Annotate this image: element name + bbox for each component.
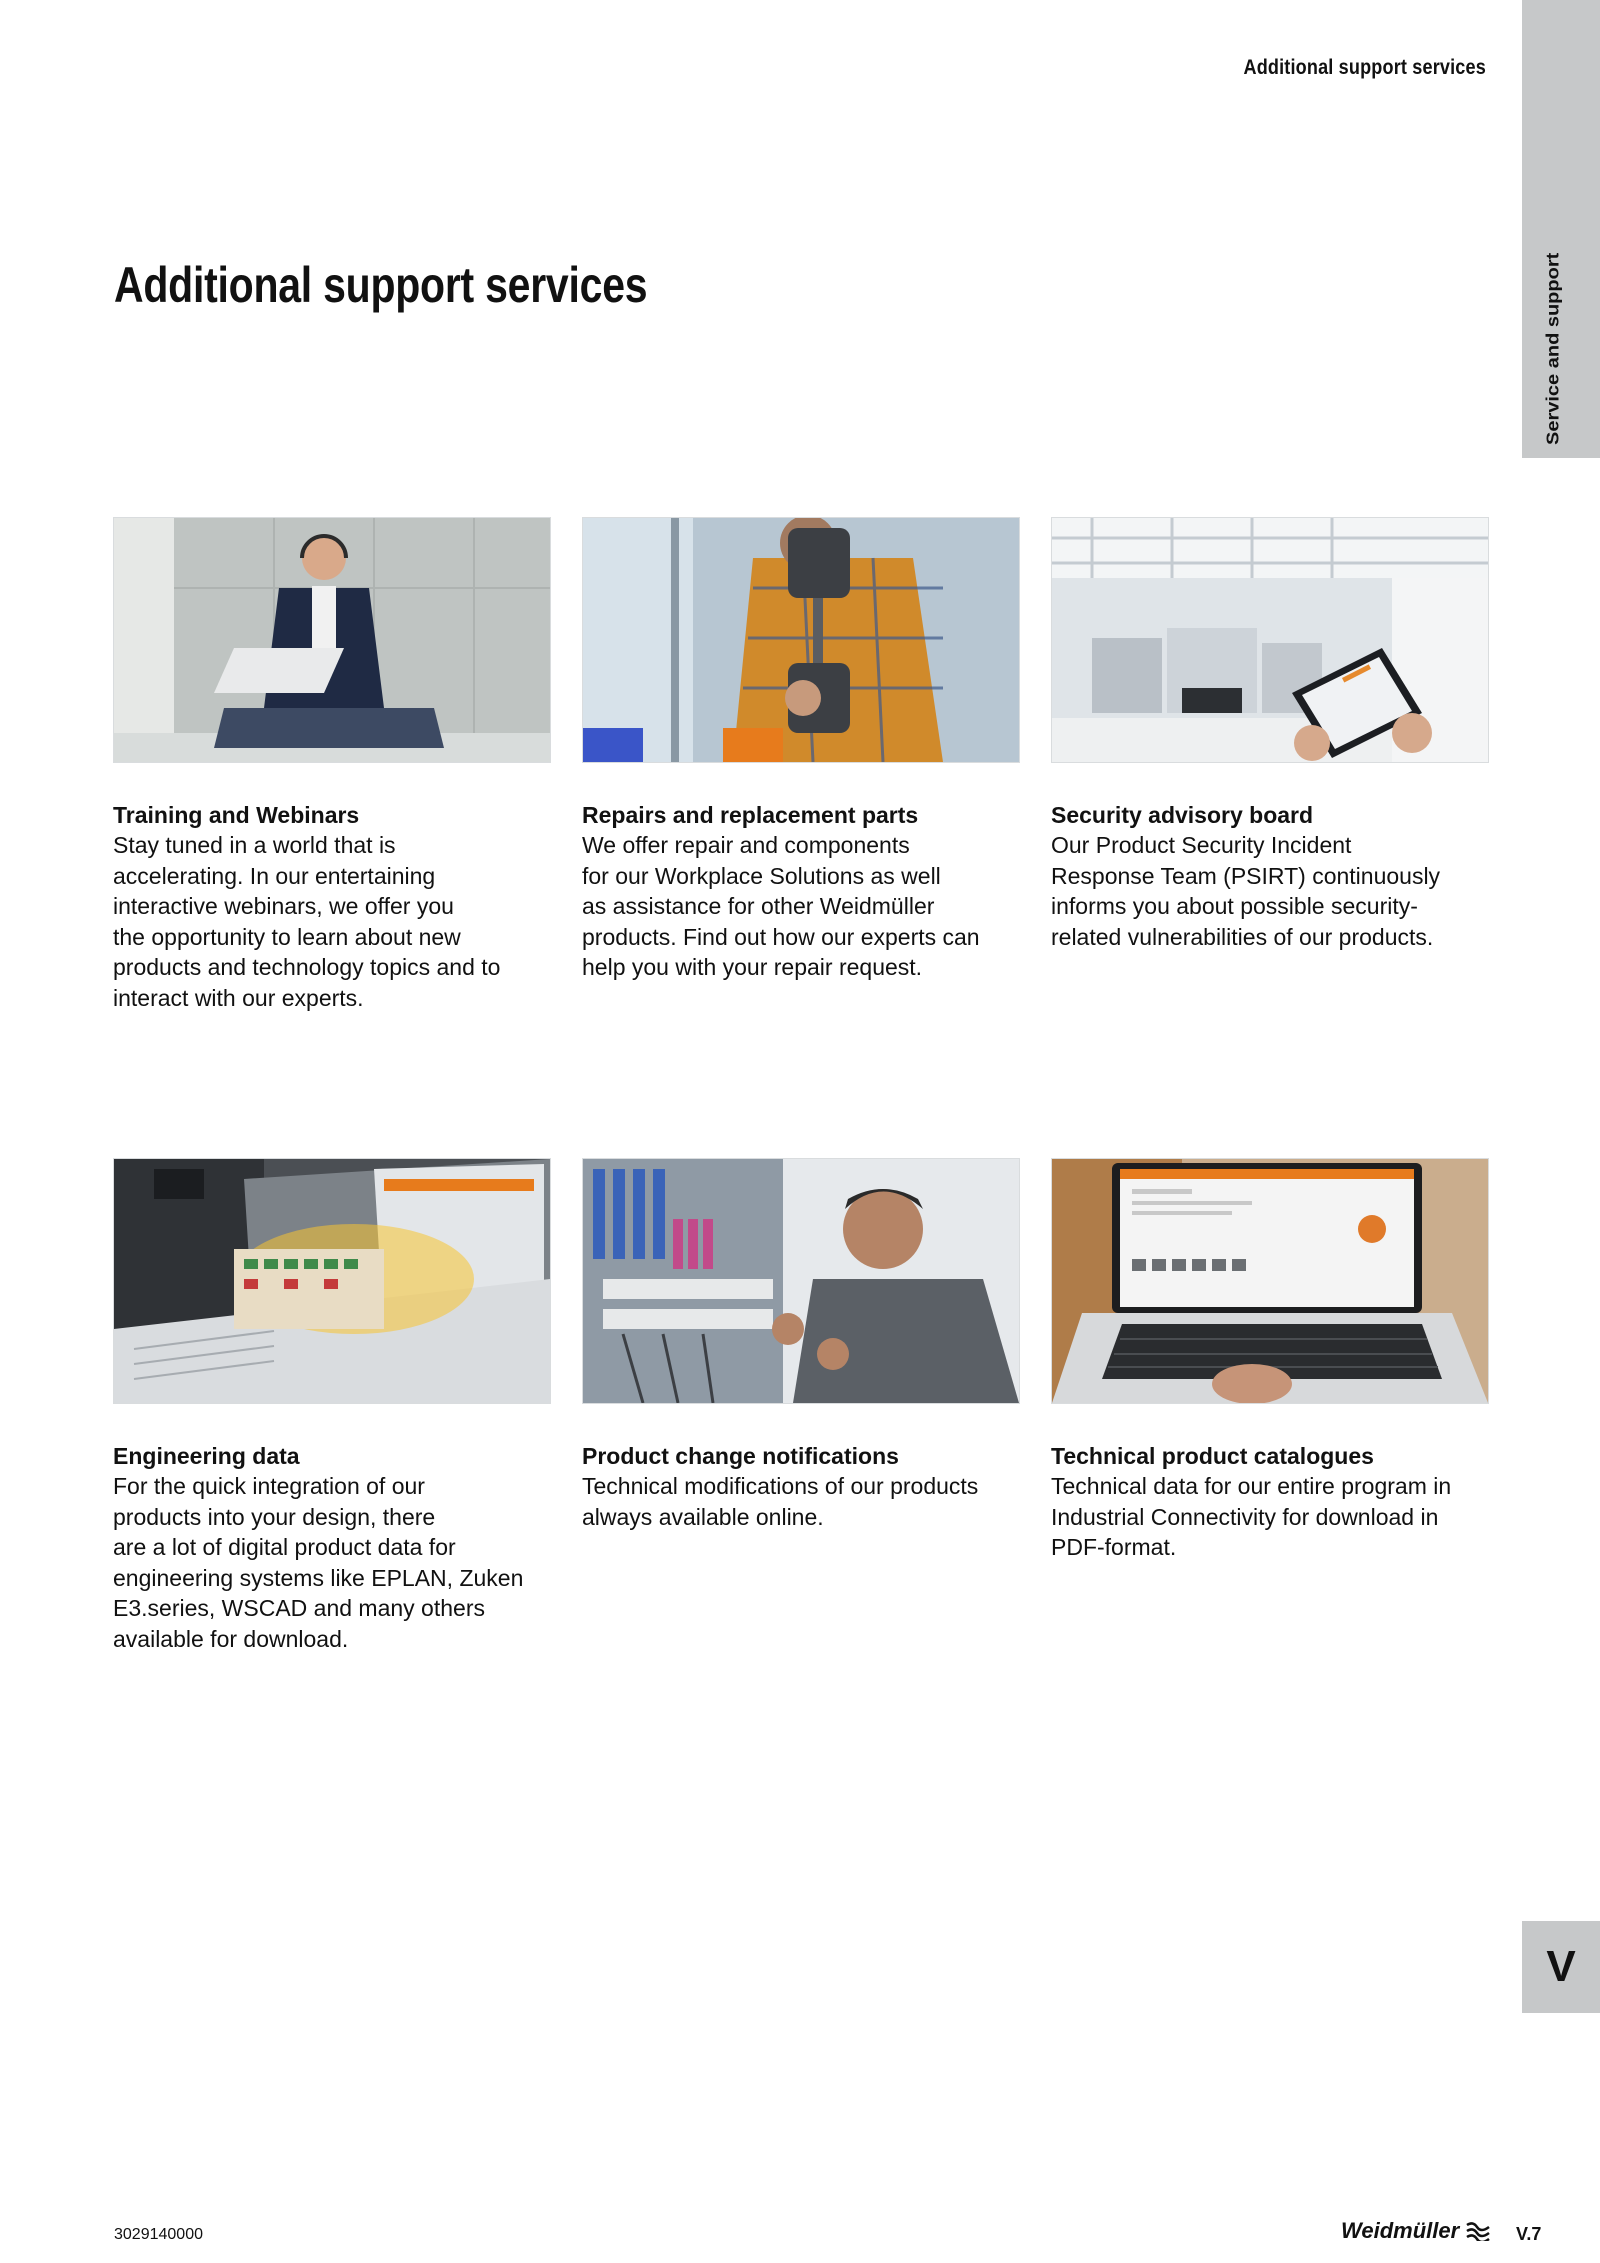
card-title: Technical product catalogues xyxy=(1051,1443,1374,1469)
photo-factory-tablet xyxy=(1051,517,1489,763)
weidmuller-logo-icon xyxy=(1465,2221,1491,2241)
card-product-change-notifications xyxy=(582,1158,1020,1532)
brand-name: Weidmüller xyxy=(1341,2218,1460,2243)
photo-technician-test-machine xyxy=(582,517,1020,763)
photo-man-laptop-headphones xyxy=(113,517,551,763)
card-security-advisory xyxy=(1051,517,1489,952)
card-repairs-parts xyxy=(582,517,1020,983)
card-title: Product change notifications xyxy=(582,1443,899,1469)
card-engineering-data xyxy=(113,1158,551,1654)
card-title: Engineering data xyxy=(113,1443,300,1469)
photo-technician-cabinet xyxy=(582,1158,1020,1404)
page-title: Additional support services xyxy=(114,257,648,313)
card-text: Technical modifications of our products always available online. xyxy=(582,1473,979,1530)
side-tab-label: Service and support xyxy=(1544,252,1563,445)
card-training-webinars xyxy=(113,517,551,1013)
card-text: We offer repair and components for our Workplace Solutions as well as assistance for other Weidmüller products. Find out how our experts can help you with your repair request. xyxy=(582,832,980,980)
section-side-tab xyxy=(1522,0,1600,458)
section-letter-tab: V xyxy=(1522,1921,1600,2013)
card-title: Training and Webinars xyxy=(113,802,360,828)
photo-engineering-software-module xyxy=(113,1158,551,1404)
running-header: Additional support services xyxy=(1243,56,1486,79)
card-text: Our Product Security Incident Response Team (PSIRT) continuously informs you about possible security- related vulnerabilities of our products. xyxy=(1051,832,1441,950)
footer-logo xyxy=(1341,2218,1491,2244)
card-text: Technical data for our entire program in Industrial Connectivity for download in PDF-format. xyxy=(1051,1473,1452,1560)
card-title: Repairs and replacement parts xyxy=(582,802,919,828)
card-technical-catalogues xyxy=(1051,1158,1489,1563)
card-text: Stay tuned in a world that is accelerating. In our entertaining interactive webinars, we offer you the opportunity to learn about new products and technology topics and to interact with our experts. xyxy=(113,832,501,1011)
photo-laptop-online-catalogue xyxy=(1051,1158,1489,1404)
card-title: Security advisory board xyxy=(1051,802,1314,828)
footer-document-code: 3029140000 xyxy=(114,2226,203,2243)
card-text: For the quick integration of our products into your design, there are a lot of digital product data for engineering systems like EPLAN, Zuken E3.series, WSCAD and many others available for download. xyxy=(113,1473,524,1652)
footer-page-number: V.7 xyxy=(1516,2224,1542,2244)
